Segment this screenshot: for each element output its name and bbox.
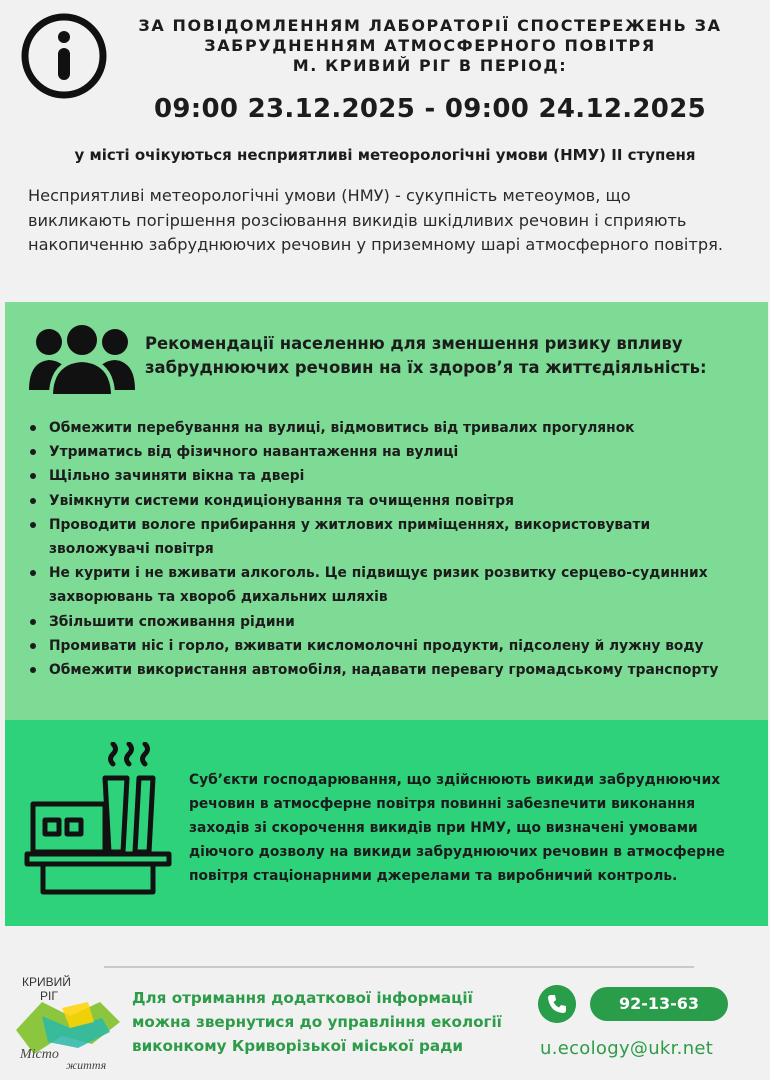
page-title: ЗА ПОВІДОМЛЕННЯМ ЛАБОРАТОРІЇ СПОСТЕРЕЖЕНЬ ЗА ЗАБРУДНЕННЯМ АТМОСФЕРНОГО ПОВІТРЯ М. КРИВИЙ РІГ В ПЕРІОД: <box>138 16 722 75</box>
city-logo <box>12 972 124 1072</box>
svg-text:КРИВИЙ: КРИВИЙ <box>22 975 71 989</box>
nmu-warning: у місті очікуються несприятливі метеорологічні умови (НМУ) ІІ ступеня <box>74 146 696 164</box>
header-section <box>0 0 770 300</box>
list-item: Обмежити використання автомобіля, надавати перевагу громадському транспорту <box>29 658 749 682</box>
list-item: Щільно зачиняти вікна та двері <box>29 464 749 488</box>
info-icon <box>20 12 108 100</box>
recommendations-section <box>5 302 768 720</box>
recommendations-list <box>29 416 749 682</box>
list-item: Проводити вологе прибирання у житлових приміщеннях, використовувати зволожувачі повітря <box>29 513 749 561</box>
list-item: Увімкнути системи кондиціонування та очищення повітря <box>29 489 749 513</box>
phone-number[interactable]: 92-13-63 <box>590 987 728 1021</box>
svg-text:РІГ: РІГ <box>40 989 58 1003</box>
factory-icon <box>23 742 173 896</box>
list-item: Не курити і не вживати алкоголь. Це підвищує ризик розвитку серцево-судинних захворювань та хвороб дихальних шляхів <box>29 561 749 609</box>
nmu-definition: Несприятливі метеорологічні умови (НМУ) - сукупність метеоумов, що викликають погіршення розсіювання викидів шкідливих речовин і сприяють накопиченню забруднюючих речовин у приземному шарі атмосферного повітря. <box>28 186 723 254</box>
phone-icon <box>538 985 576 1023</box>
svg-text:Місто: Місто <box>20 1047 59 1062</box>
list-item: Утриматись від фізичного навантаження на вулиці <box>29 440 749 464</box>
list-item: Промивати ніс і горло, вживати кисломолочні продукти, підсолену й лужну воду <box>29 634 749 658</box>
svg-text:життя: життя <box>66 1058 107 1072</box>
people-icon <box>27 320 137 396</box>
email-link[interactable]: u.ecology@ukr.net <box>540 1038 714 1059</box>
contact-text: Для отримання додаткової інформації можна звернутися до управління екології виконкому Криворізької міської ради <box>132 989 502 1055</box>
list-item: Обмежити перебування на вулиці, відмовитись від тривалих прогулянок <box>29 416 749 440</box>
period: 09:00 23.12.2025 - 09:00 24.12.2025 <box>154 94 706 124</box>
list-item: Збільшити споживання рідини <box>29 610 749 634</box>
recommendations-title: Рекомендації населенню для зменшення ризику впливу забруднюючих речовин на їх здоров’я та життєдіяльність: <box>145 334 707 377</box>
business-section <box>5 720 768 926</box>
divider <box>104 966 694 968</box>
business-text: Суб’єкти господарювання, що здійснюють викиди забруднюючих речовин в атмосферне повітря повинні забезпечити виконання заходів зі скорочення викидів при НМУ, що визначені умовами діючого дозволу на викиди забруднюючих речовин в атмосферне повітря стаціонарними джерелами та виробничий контроль. <box>189 772 725 884</box>
